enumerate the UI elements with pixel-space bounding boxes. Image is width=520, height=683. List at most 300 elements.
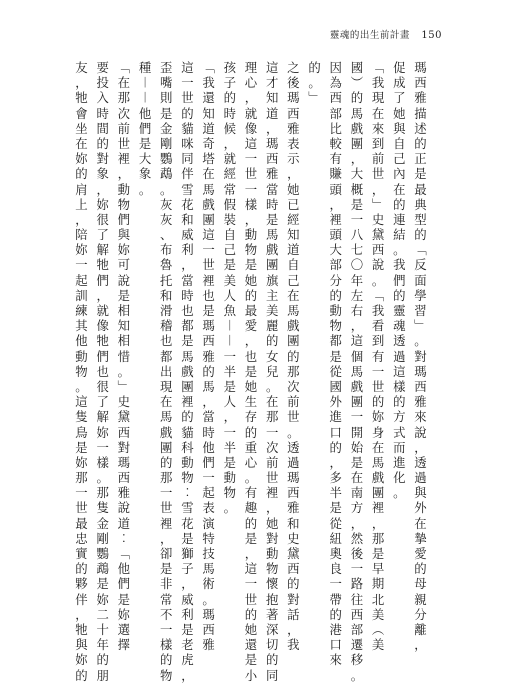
text-line — [328, 60, 343, 668]
text-glyph: 物 — [160, 667, 173, 683]
text-glyph: 的 — [329, 606, 342, 622]
text-glyph: 是 — [371, 546, 385, 561]
text-glyph: 西 — [350, 606, 364, 622]
text-glyph: 往 — [350, 591, 364, 607]
text-glyph: 牠 — [75, 621, 88, 637]
text-glyph: 黛 — [117, 409, 131, 425]
text-glyph: 分 — [414, 606, 427, 622]
text-glyph: 的 — [329, 287, 342, 303]
text-glyph: ﹂ — [414, 318, 427, 334]
text-glyph: 一 — [160, 485, 173, 501]
text-glyph: 次 — [287, 378, 300, 394]
text-glyph: ， — [414, 439, 427, 455]
text-glyph: 她 — [265, 515, 279, 531]
text-glyph: 一 — [265, 424, 279, 440]
text-glyph: 一 — [160, 621, 173, 637]
text-glyph: 裝 — [223, 211, 236, 227]
text-glyph: 這 — [350, 333, 364, 349]
text-glyph: 。 — [75, 378, 88, 394]
text-glyph: 她 — [244, 378, 258, 394]
text-glyph: 表 — [287, 135, 300, 151]
text-glyph: 我 — [202, 75, 215, 91]
text-glyph: 的 — [181, 105, 194, 121]
text-glyph: 是 — [75, 439, 88, 455]
text-glyph: ︶ — [350, 75, 364, 91]
text-glyph: ， — [96, 181, 109, 197]
text-glyph: ﹁ — [202, 60, 215, 75]
text-glyph: 最 — [414, 181, 427, 197]
text-glyph: 不 — [160, 606, 173, 622]
text-glyph: 一 — [244, 151, 258, 167]
text-glyph: 自 — [393, 135, 406, 151]
text-glyph: 經 — [223, 166, 236, 182]
text-glyph: 團 — [160, 439, 173, 455]
text-glyph: 動 — [244, 227, 258, 243]
text-glyph: 西 — [202, 333, 215, 349]
text-glyph: 時 — [96, 105, 109, 121]
text-glyph: 也 — [181, 303, 194, 318]
text-glyph: 〇 — [350, 257, 364, 273]
text-glyph: 靈 — [393, 303, 406, 318]
text-glyph: 肩 — [75, 181, 88, 197]
text-glyph: 術 — [202, 576, 215, 592]
text-glyph: 對 — [265, 530, 279, 546]
text-glyph: 和 — [160, 287, 173, 303]
text-glyph: 戲 — [202, 196, 215, 212]
text-glyph: 戲 — [160, 424, 173, 440]
text-glyph: 科 — [181, 439, 194, 455]
text-glyph: 妳 — [117, 606, 131, 622]
text-glyph: 。 — [414, 333, 427, 349]
text-glyph: 次 — [265, 439, 279, 455]
text-glyph: 魂 — [393, 318, 406, 334]
text-glyph: 團 — [287, 333, 300, 349]
text-glyph: 西 — [287, 485, 300, 501]
text-glyph: 年 — [350, 272, 364, 288]
text-glyph: 述 — [414, 120, 427, 136]
text-glyph: 。 — [244, 470, 258, 486]
text-glyph: 外 — [329, 394, 342, 410]
text-glyph: 與 — [117, 227, 131, 243]
text-glyph: ， — [202, 394, 215, 410]
text-glyph: 一 — [181, 75, 194, 91]
text-glyph: 前 — [265, 454, 279, 470]
text-glyph: 知 — [265, 90, 279, 106]
text-glyph: 的 — [96, 135, 109, 151]
text-glyph: 妳 — [96, 424, 109, 440]
text-glyph: 們 — [96, 272, 109, 288]
text-glyph: 前 — [287, 394, 300, 410]
text-glyph: 時 — [202, 424, 215, 440]
text-glyph: 結 — [393, 227, 406, 243]
text-glyph: 練 — [75, 303, 88, 318]
text-glyph: 遷 — [350, 637, 364, 653]
text-glyph: ， — [287, 166, 300, 182]
text-glyph: 友 — [75, 60, 88, 75]
text-glyph: 間 — [96, 120, 109, 136]
text-glyph: 上 — [75, 196, 88, 212]
text-glyph: 的 — [244, 287, 258, 303]
text-glyph: 深 — [265, 621, 279, 637]
text-glyph: 那 — [160, 470, 173, 486]
text-glyph: 。 — [371, 272, 385, 288]
text-glyph: 演 — [202, 515, 215, 531]
text-glyph: 的 — [244, 515, 258, 531]
text-glyph: 透 — [414, 454, 427, 470]
text-glyph: 愛 — [414, 546, 427, 561]
text-glyph: 一 — [223, 348, 236, 364]
text-glyph: 說 — [117, 500, 131, 516]
text-glyph: 二 — [96, 606, 109, 622]
text-glyph: 式 — [393, 424, 406, 440]
text-glyph: 動 — [75, 348, 88, 364]
text-glyph: 世 — [181, 90, 194, 106]
text-glyph: 親 — [414, 591, 427, 607]
text-glyph: 美 — [223, 272, 236, 288]
text-glyph: 前 — [371, 151, 385, 167]
text-glyph: 也 — [202, 287, 215, 303]
text-glyph: 這 — [265, 60, 279, 75]
text-glyph: 瑪 — [287, 470, 300, 486]
text-glyph: 象 — [138, 166, 152, 182]
text-glyph: 馬 — [287, 303, 300, 318]
text-glyph: 嘴 — [160, 75, 173, 91]
text-glyph: 的 — [393, 394, 406, 410]
text-glyph: ， — [329, 196, 342, 212]
text-glyph: 兒 — [265, 363, 279, 379]
text-glyph: 入 — [96, 90, 109, 106]
text-glyph: 己 — [287, 272, 300, 288]
text-glyph: 。 — [308, 75, 321, 91]
text-glyph: 一 — [202, 470, 215, 486]
text-glyph: 西 — [117, 470, 131, 486]
text-glyph: 己 — [393, 151, 406, 167]
text-glyph: 的 — [244, 424, 258, 440]
text-glyph: ︱ — [138, 75, 152, 91]
text-glyph: ， — [371, 515, 385, 531]
text-glyph: ， — [75, 75, 88, 91]
text-glyph: 的 — [202, 363, 215, 379]
text-glyph: 頭 — [329, 181, 342, 197]
text-glyph: ， — [244, 90, 258, 106]
text-glyph: 在 — [371, 439, 385, 455]
text-glyph: ， — [287, 621, 300, 637]
text-glyph: 對 — [117, 439, 131, 455]
text-glyph: 伴 — [75, 591, 88, 607]
text-glyph: 牠 — [96, 257, 109, 273]
text-glyph: 話 — [287, 606, 300, 622]
text-glyph: 知 — [287, 227, 300, 243]
text-glyph: 鸚 — [160, 151, 173, 167]
text-glyph: 奇 — [202, 135, 215, 151]
text-glyph: 是 — [223, 454, 236, 470]
text-glyph: 那 — [265, 409, 279, 425]
text-glyph: 移 — [350, 652, 364, 668]
text-glyph: 布 — [160, 242, 173, 258]
text-glyph: 們 — [393, 272, 406, 288]
text-glyph: 坐 — [75, 120, 88, 136]
text-glyph: 當 — [181, 272, 194, 288]
text-glyph: 說 — [371, 257, 385, 273]
text-glyph: 西 — [117, 424, 131, 440]
text-glyph: 我 — [371, 303, 385, 318]
text-glyph: 頭 — [329, 227, 342, 243]
text-glyph: 瑪 — [202, 606, 215, 622]
text-glyph: ， — [265, 120, 279, 136]
text-glyph: 是 — [244, 363, 258, 379]
text-glyph: 裡 — [181, 394, 194, 410]
text-glyph: 們 — [96, 348, 109, 364]
text-glyph: 對 — [96, 151, 109, 167]
text-glyph: 們 — [117, 576, 131, 592]
text-glyph: 部 — [329, 257, 342, 273]
text-glyph: 雅 — [202, 348, 215, 364]
text-glyph: 大 — [138, 151, 152, 167]
text-glyph: 來 — [329, 652, 342, 668]
text-glyph: 是 — [244, 530, 258, 546]
text-glyph: 象 — [96, 166, 109, 182]
text-glyph: 始 — [350, 439, 364, 455]
text-glyph: 年 — [96, 637, 109, 653]
text-glyph: 八 — [350, 227, 364, 243]
text-glyph: 馬 — [202, 561, 215, 577]
text-glyph: 雪 — [181, 181, 194, 197]
text-glyph: 她 — [244, 621, 258, 637]
text-glyph: 道 — [287, 242, 300, 258]
text-glyph: 史 — [117, 394, 131, 410]
text-glyph: 主 — [265, 287, 279, 303]
text-glyph: 物 — [329, 318, 342, 334]
text-glyph: 。 — [117, 363, 131, 379]
text-glyph: 也 — [96, 363, 109, 379]
text-glyph: 一 — [75, 257, 88, 273]
text-glyph: 動 — [223, 470, 236, 486]
text-glyph: 他 — [202, 439, 215, 455]
text-glyph: 一 — [350, 409, 364, 425]
text-glyph: 離 — [414, 621, 427, 637]
text-glyph: 是 — [202, 303, 215, 318]
text-glyph: ， — [160, 530, 173, 546]
text-glyph: 瑪 — [287, 90, 300, 106]
text-glyph: 的 — [160, 454, 173, 470]
text-glyph: 花 — [181, 515, 194, 531]
text-glyph: 是 — [223, 257, 236, 273]
text-glyph: ， — [244, 333, 258, 349]
text-glyph: 妳 — [75, 454, 88, 470]
text-glyph: 一 — [350, 211, 364, 227]
text-glyph: 團 — [181, 378, 194, 394]
text-glyph: 是 — [350, 196, 364, 212]
text-glyph: 實 — [75, 546, 88, 561]
text-glyph: 們 — [202, 454, 215, 470]
text-glyph: 現 — [371, 90, 385, 106]
text-line — [244, 60, 259, 683]
text-glyph: 的 — [181, 409, 194, 425]
text-glyph: 伴 — [181, 166, 194, 182]
text-glyph: 面 — [414, 272, 427, 288]
text-glyph: 大 — [350, 166, 364, 182]
text-glyph: 十 — [96, 621, 109, 637]
text-glyph: 西 — [414, 75, 427, 91]
text-glyph: 。 — [350, 667, 364, 683]
text-glyph: 抱 — [265, 591, 279, 607]
text-glyph: 樣 — [96, 454, 109, 470]
text-glyph: 世 — [244, 166, 258, 182]
text-line — [95, 60, 110, 683]
text-glyph: 。 — [223, 500, 236, 516]
text-glyph: 化 — [393, 470, 406, 486]
text-glyph: ︰ — [117, 530, 131, 546]
text-glyph: 的 — [244, 606, 258, 622]
text-glyph: 世 — [244, 591, 258, 607]
text-glyph: 後 — [350, 546, 364, 561]
text-glyph: 雅 — [287, 500, 300, 516]
text-glyph: 妳 — [75, 652, 88, 668]
text-glyph: 表 — [202, 500, 215, 516]
text-glyph: 團 — [265, 257, 279, 273]
text-glyph: 就 — [96, 303, 109, 318]
text-glyph: 惜 — [117, 348, 131, 364]
text-glyph: 七 — [350, 242, 364, 258]
text-glyph: 西 — [202, 621, 215, 637]
text-glyph: 美 — [265, 303, 279, 318]
text-glyph: 次 — [117, 105, 131, 121]
text-glyph: 威 — [181, 591, 194, 607]
text-glyph: 團 — [202, 211, 215, 227]
page-number: 150 — [421, 30, 442, 41]
text-glyph: 道 — [265, 105, 279, 121]
text-glyph: 心 — [244, 454, 258, 470]
text-glyph: 有 — [244, 485, 258, 501]
text-glyph: 典 — [414, 196, 427, 212]
text-glyph: 會 — [75, 105, 88, 121]
text-glyph: ︵ — [371, 621, 385, 637]
text-glyph: 世 — [202, 257, 215, 273]
text-glyph: 是 — [117, 287, 131, 303]
text-glyph: 一 — [329, 576, 342, 592]
text-glyph: ， — [350, 318, 364, 334]
text-glyph: 就 — [223, 151, 236, 167]
text-glyph: ， — [117, 166, 131, 182]
text-glyph: 的 — [223, 90, 236, 106]
text-glyph: 理 — [244, 60, 258, 75]
text-glyph: 半 — [223, 439, 236, 455]
text-glyph: 稽 — [160, 318, 173, 334]
text-glyph: 在 — [75, 135, 88, 151]
text-glyph: 我 — [393, 257, 406, 273]
text-glyph: 的 — [308, 60, 321, 75]
text-glyph: 之 — [287, 60, 300, 75]
text-glyph: 習 — [414, 303, 427, 318]
text-glyph: 了 — [393, 90, 406, 106]
text-glyph: 裡 — [117, 151, 131, 167]
text-glyph: 型 — [414, 211, 427, 227]
text-glyph: 在 — [350, 470, 364, 486]
text-glyph: ︱ — [223, 333, 236, 349]
text-glyph: 雅 — [414, 90, 427, 106]
text-glyph: 對 — [287, 591, 300, 607]
text-glyph: 子 — [181, 561, 194, 577]
text-glyph: 到 — [371, 135, 385, 151]
text-glyph: 都 — [160, 348, 173, 364]
text-glyph: 鸚 — [96, 546, 109, 561]
text-glyph: 當 — [265, 181, 279, 197]
text-glyph: 到 — [371, 333, 385, 349]
text-glyph: ， — [181, 576, 194, 592]
text-glyph: 的 — [350, 90, 364, 106]
text-glyph: 灰 — [160, 196, 173, 212]
text-glyph: 人 — [223, 287, 236, 303]
text-glyph: 裡 — [371, 500, 385, 516]
text-glyph: 妳 — [96, 591, 109, 607]
text-glyph: ﹁ — [117, 546, 131, 561]
text-glyph: 是 — [265, 211, 279, 227]
text-glyph: 示 — [287, 151, 300, 167]
text-glyph: 南 — [350, 485, 364, 501]
text-glyph: 物 — [244, 242, 258, 258]
text-glyph: ， — [350, 515, 364, 531]
text-glyph: 們 — [138, 120, 152, 136]
text-glyph: 是 — [244, 257, 258, 273]
text-glyph: 促 — [393, 60, 406, 75]
text-glyph: 。 — [202, 591, 215, 607]
text-glyph: 物 — [223, 485, 236, 501]
text-glyph: 那 — [117, 90, 131, 106]
text-glyph: ︰ — [181, 485, 194, 501]
text-glyph: 的 — [265, 652, 279, 668]
text-glyph: 美 — [371, 637, 385, 653]
text-glyph: 一 — [244, 576, 258, 592]
text-line — [138, 60, 153, 458]
text-glyph: 裡 — [329, 211, 342, 227]
text-glyph: 妳 — [117, 242, 131, 258]
text-glyph: 方 — [393, 409, 406, 425]
text-glyph: 心 — [244, 75, 258, 91]
text-glyph: 獅 — [181, 546, 194, 561]
text-glyph: 妳 — [75, 151, 88, 167]
text-glyph: 這 — [202, 227, 215, 243]
text-glyph: 妳 — [371, 409, 385, 425]
text-glyph: 在 — [414, 515, 427, 531]
text-glyph: 這 — [181, 60, 194, 75]
text-glyph: 西 — [287, 105, 300, 121]
text-glyph: 。 — [287, 424, 300, 440]
text-line — [286, 60, 301, 653]
text-glyph: 團 — [371, 485, 385, 501]
text-glyph: 動 — [181, 454, 194, 470]
text-glyph: 我 — [287, 637, 300, 653]
text-glyph: 他 — [75, 333, 88, 349]
running-header — [330, 27, 442, 41]
text-glyph: 那 — [96, 485, 109, 501]
text-glyph: ， — [265, 500, 279, 516]
text-glyph: 剛 — [160, 135, 173, 151]
text-glyph: 在 — [117, 75, 131, 91]
text-glyph: 了 — [96, 227, 109, 243]
text-glyph: 常 — [160, 591, 173, 607]
text-glyph: 是 — [117, 591, 131, 607]
text-glyph: 樣 — [244, 196, 258, 212]
text-glyph: 世 — [160, 500, 173, 516]
text-line — [116, 60, 131, 653]
text-glyph: 人 — [223, 394, 236, 410]
text-glyph: 陪 — [75, 227, 88, 243]
text-glyph: 朋 — [96, 667, 109, 683]
text-glyph: 期 — [371, 576, 385, 592]
text-glyph: 的 — [371, 394, 385, 410]
text-glyph: 身 — [371, 424, 385, 440]
text-glyph: 動 — [117, 181, 131, 197]
